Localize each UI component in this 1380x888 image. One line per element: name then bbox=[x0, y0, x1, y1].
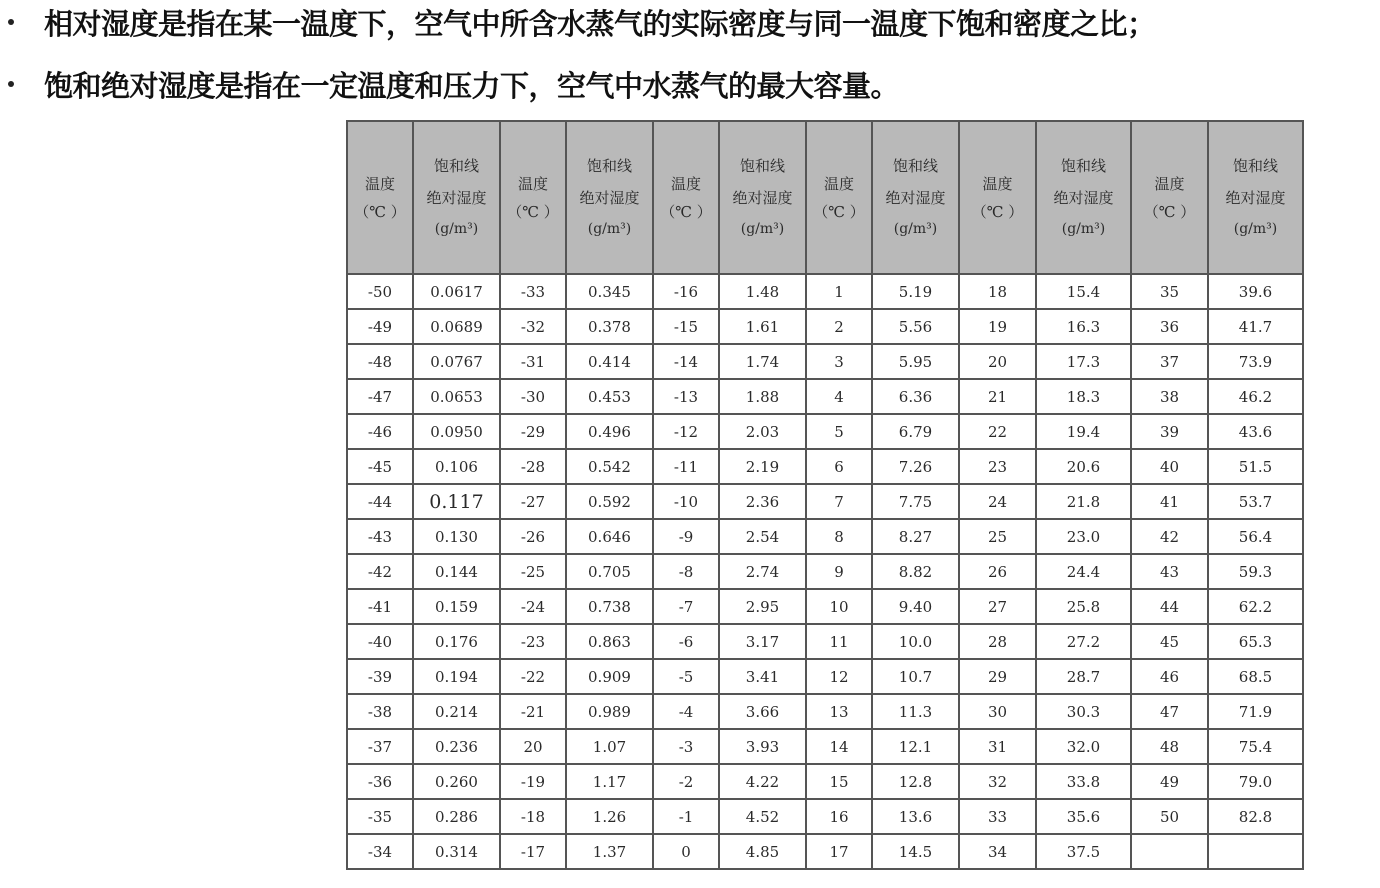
temperature-column-header bbox=[653, 121, 719, 274]
humidity-cell: 30.3 bbox=[1036, 694, 1131, 729]
temperature-cell: 46 bbox=[1131, 659, 1208, 694]
humidity-cell: 0.260 bbox=[413, 764, 500, 799]
temperature-cell bbox=[1131, 834, 1208, 869]
header-label: (g/m³) bbox=[893, 221, 938, 238]
table-row bbox=[347, 659, 1303, 694]
temperature-cell: 22 bbox=[959, 414, 1036, 449]
humidity-cell: 0.159 bbox=[413, 589, 500, 624]
humidity-cell: 71.9 bbox=[1208, 694, 1303, 729]
temperature-cell: 23 bbox=[959, 449, 1036, 484]
header-label: （℃ ） bbox=[507, 202, 559, 221]
temperature-cell: -19 bbox=[500, 764, 566, 799]
humidity-cell: 0.863 bbox=[566, 624, 653, 659]
temperature-cell: 24 bbox=[959, 484, 1036, 519]
temperature-cell: 44 bbox=[1131, 589, 1208, 624]
humidity-cell: 1.17 bbox=[566, 764, 653, 799]
bullet-item-relative-humidity bbox=[0, 2, 1380, 42]
header-label: 饱和线 bbox=[586, 157, 632, 176]
humidity-cell: 0.542 bbox=[566, 449, 653, 484]
temperature-cell: 35 bbox=[1131, 274, 1208, 309]
humidity-cell: 0.236 bbox=[413, 729, 500, 764]
humidity-cell: 46.2 bbox=[1208, 379, 1303, 414]
temperature-cell: -42 bbox=[347, 554, 413, 589]
temperature-cell: -6 bbox=[653, 624, 719, 659]
humidity-cell: 13.6 bbox=[872, 799, 959, 834]
humidity-cell: 3.41 bbox=[719, 659, 806, 694]
bullet-dot-icon bbox=[8, 81, 14, 87]
humidity-cell: 0.286 bbox=[413, 799, 500, 834]
temperature-cell: -12 bbox=[653, 414, 719, 449]
temperature-cell: 15 bbox=[806, 764, 872, 799]
temperature-cell: 9 bbox=[806, 554, 872, 589]
table-body bbox=[347, 274, 1303, 869]
humidity-cell: 3.66 bbox=[719, 694, 806, 729]
table-row bbox=[347, 519, 1303, 554]
saturated-absolute-humidity-column-header bbox=[872, 121, 959, 274]
humidity-cell: 1.37 bbox=[566, 834, 653, 869]
temperature-cell: -1 bbox=[653, 799, 719, 834]
humidity-cell: 0.989 bbox=[566, 694, 653, 729]
temperature-cell: -45 bbox=[347, 449, 413, 484]
temperature-cell: 48 bbox=[1131, 729, 1208, 764]
humidity-cell: 2.36 bbox=[719, 484, 806, 519]
header-label: (g/m³) bbox=[587, 221, 632, 238]
temperature-cell: 39 bbox=[1131, 414, 1208, 449]
humidity-cell: 24.4 bbox=[1036, 554, 1131, 589]
temperature-cell: 42 bbox=[1131, 519, 1208, 554]
temperature-cell: -49 bbox=[347, 309, 413, 344]
humidity-cell: 0.453 bbox=[566, 379, 653, 414]
humidity-cell: 0.496 bbox=[566, 414, 653, 449]
temperature-cell: 36 bbox=[1131, 309, 1208, 344]
header-label: 饱和线 bbox=[1232, 157, 1278, 176]
temperature-cell: -24 bbox=[500, 589, 566, 624]
humidity-cell: 5.56 bbox=[872, 309, 959, 344]
humidity-cell: 1.61 bbox=[719, 309, 806, 344]
temperature-cell: 34 bbox=[959, 834, 1036, 869]
temperature-cell: -40 bbox=[347, 624, 413, 659]
humidity-cell: 68.5 bbox=[1208, 659, 1303, 694]
temperature-cell: 17 bbox=[806, 834, 872, 869]
temperature-cell: 10 bbox=[806, 589, 872, 624]
temperature-cell: -4 bbox=[653, 694, 719, 729]
temperature-cell: -47 bbox=[347, 379, 413, 414]
humidity-cell: 0.378 bbox=[566, 309, 653, 344]
humidity-cell: 82.8 bbox=[1208, 799, 1303, 834]
humidity-cell: 7.26 bbox=[872, 449, 959, 484]
humidity-cell bbox=[1208, 834, 1303, 869]
humidity-cell: 11.3 bbox=[872, 694, 959, 729]
table-row bbox=[347, 764, 1303, 799]
humidity-cell: 0.0950 bbox=[413, 414, 500, 449]
humidity-cell: 28.7 bbox=[1036, 659, 1131, 694]
humidity-cell: 0.106 bbox=[413, 449, 500, 484]
humidity-cell: 0.0617 bbox=[413, 274, 500, 309]
humidity-cell: 1.74 bbox=[719, 344, 806, 379]
temperature-cell: -17 bbox=[500, 834, 566, 869]
temperature-cell: 16 bbox=[806, 799, 872, 834]
humidity-cell: 1.88 bbox=[719, 379, 806, 414]
temperature-cell: 18 bbox=[959, 274, 1036, 309]
temperature-cell: -50 bbox=[347, 274, 413, 309]
temperature-cell: -48 bbox=[347, 344, 413, 379]
temperature-cell: -21 bbox=[500, 694, 566, 729]
temperature-cell: 5 bbox=[806, 414, 872, 449]
humidity-cell: 5.95 bbox=[872, 344, 959, 379]
humidity-cell: 8.27 bbox=[872, 519, 959, 554]
table-row bbox=[347, 694, 1303, 729]
humidity-cell: 14.5 bbox=[872, 834, 959, 869]
table-row bbox=[347, 379, 1303, 414]
saturated-absolute-humidity-column-header bbox=[1208, 121, 1303, 274]
humidity-cell: 0.130 bbox=[413, 519, 500, 554]
temperature-cell: -25 bbox=[500, 554, 566, 589]
humidity-cell: 23.0 bbox=[1036, 519, 1131, 554]
humidity-cell: 17.3 bbox=[1036, 344, 1131, 379]
bullet-text: 饱和绝对湿度是指在一定温度和压力下，空气中水蒸气的最大容量。 bbox=[44, 68, 900, 103]
temperature-cell: -22 bbox=[500, 659, 566, 694]
temperature-cell: 33 bbox=[959, 799, 1036, 834]
temperature-cell: -35 bbox=[347, 799, 413, 834]
humidity-cell: 2.19 bbox=[719, 449, 806, 484]
temperature-cell: -37 bbox=[347, 729, 413, 764]
humidity-cell: 0.646 bbox=[566, 519, 653, 554]
humidity-cell: 0.117 bbox=[413, 484, 500, 519]
humidity-cell: 53.7 bbox=[1208, 484, 1303, 519]
table-row bbox=[347, 729, 1303, 764]
humidity-cell: 0.738 bbox=[566, 589, 653, 624]
table-row bbox=[347, 449, 1303, 484]
table-row bbox=[347, 344, 1303, 379]
humidity-cell: 27.2 bbox=[1036, 624, 1131, 659]
temperature-cell: -5 bbox=[653, 659, 719, 694]
saturated-absolute-humidity-column-header bbox=[1036, 121, 1131, 274]
humidity-table-container bbox=[346, 120, 1304, 870]
temperature-cell: -26 bbox=[500, 519, 566, 554]
humidity-cell: 0.909 bbox=[566, 659, 653, 694]
temperature-cell: -10 bbox=[653, 484, 719, 519]
temperature-cell: 50 bbox=[1131, 799, 1208, 834]
humidity-cell: 0.194 bbox=[413, 659, 500, 694]
header-label: 温度 bbox=[982, 174, 1013, 193]
header-label: 饱和线 bbox=[1060, 157, 1106, 176]
header-label: (g/m³) bbox=[434, 221, 479, 238]
temperature-cell: 45 bbox=[1131, 624, 1208, 659]
temperature-cell: -8 bbox=[653, 554, 719, 589]
temperature-cell: -34 bbox=[347, 834, 413, 869]
table-row bbox=[347, 834, 1303, 869]
table-row bbox=[347, 799, 1303, 834]
temperature-cell: -15 bbox=[653, 309, 719, 344]
humidity-cell: 0.0689 bbox=[413, 309, 500, 344]
temperature-cell: 28 bbox=[959, 624, 1036, 659]
humidity-cell: 59.3 bbox=[1208, 554, 1303, 589]
humidity-cell: 0.144 bbox=[413, 554, 500, 589]
bullet-dot-icon bbox=[8, 19, 14, 25]
header-label: 绝对湿度 bbox=[579, 189, 640, 208]
temperature-column-header bbox=[959, 121, 1036, 274]
temperature-cell: -9 bbox=[653, 519, 719, 554]
humidity-cell: 7.75 bbox=[872, 484, 959, 519]
humidity-cell: 32.0 bbox=[1036, 729, 1131, 764]
header-label: 绝对湿度 bbox=[1225, 189, 1286, 208]
temperature-column-header bbox=[1131, 121, 1208, 274]
table-row bbox=[347, 624, 1303, 659]
header-label: 温度 bbox=[364, 174, 395, 193]
saturated-absolute-humidity-column-header bbox=[566, 121, 653, 274]
header-label: 温度 bbox=[823, 174, 854, 193]
temperature-cell: 6 bbox=[806, 449, 872, 484]
temperature-cell: 1 bbox=[806, 274, 872, 309]
humidity-cell: 10.7 bbox=[872, 659, 959, 694]
humidity-cell: 73.9 bbox=[1208, 344, 1303, 379]
temperature-cell: 38 bbox=[1131, 379, 1208, 414]
temperature-cell: 43 bbox=[1131, 554, 1208, 589]
temperature-cell: -29 bbox=[500, 414, 566, 449]
temperature-cell: 12 bbox=[806, 659, 872, 694]
humidity-cell: 0.0767 bbox=[413, 344, 500, 379]
temperature-cell: -14 bbox=[653, 344, 719, 379]
humidity-cell: 6.36 bbox=[872, 379, 959, 414]
temperature-cell: -18 bbox=[500, 799, 566, 834]
header-label: 饱和线 bbox=[433, 157, 479, 176]
header-label: 绝对湿度 bbox=[1053, 189, 1114, 208]
humidity-cell: 0.314 bbox=[413, 834, 500, 869]
temperature-cell: 3 bbox=[806, 344, 872, 379]
humidity-cell: 16.3 bbox=[1036, 309, 1131, 344]
temperature-cell: -31 bbox=[500, 344, 566, 379]
humidity-cell: 79.0 bbox=[1208, 764, 1303, 799]
humidity-cell: 51.5 bbox=[1208, 449, 1303, 484]
temperature-cell: -43 bbox=[347, 519, 413, 554]
temperature-column-header bbox=[806, 121, 872, 274]
saturated-absolute-humidity-column-header bbox=[413, 121, 500, 274]
humidity-cell: 65.3 bbox=[1208, 624, 1303, 659]
bullet-text: 相对湿度是指在某一温度下，空气中所含水蒸气的实际密度与同一温度下饱和密度之比； bbox=[44, 6, 1156, 41]
temperature-cell: -11 bbox=[653, 449, 719, 484]
humidity-cell: 25.8 bbox=[1036, 589, 1131, 624]
humidity-cell: 1.48 bbox=[719, 274, 806, 309]
humidity-cell: 56.4 bbox=[1208, 519, 1303, 554]
humidity-cell: 43.6 bbox=[1208, 414, 1303, 449]
humidity-cell: 33.8 bbox=[1036, 764, 1131, 799]
humidity-cell: 0.345 bbox=[566, 274, 653, 309]
humidity-cell: 10.0 bbox=[872, 624, 959, 659]
temperature-cell: 19 bbox=[959, 309, 1036, 344]
header-label: （℃ ） bbox=[813, 202, 865, 221]
header-label: 温度 bbox=[670, 174, 701, 193]
humidity-cell: 15.4 bbox=[1036, 274, 1131, 309]
humidity-cell: 21.8 bbox=[1036, 484, 1131, 519]
humidity-cell: 4.22 bbox=[719, 764, 806, 799]
humidity-cell: 0.414 bbox=[566, 344, 653, 379]
humidity-cell: 2.54 bbox=[719, 519, 806, 554]
table-header-row bbox=[347, 121, 1303, 274]
header-label: (g/m³) bbox=[1233, 221, 1278, 238]
header-label: 温度 bbox=[1154, 174, 1185, 193]
temperature-cell: 27 bbox=[959, 589, 1036, 624]
table-row bbox=[347, 309, 1303, 344]
temperature-cell: 29 bbox=[959, 659, 1036, 694]
table-row bbox=[347, 554, 1303, 589]
temperature-cell: 13 bbox=[806, 694, 872, 729]
header-label: 绝对湿度 bbox=[426, 189, 487, 208]
humidity-cell: 4.52 bbox=[719, 799, 806, 834]
header-label: 饱和线 bbox=[892, 157, 938, 176]
temperature-cell: 25 bbox=[959, 519, 1036, 554]
saturation-humidity-table bbox=[346, 120, 1304, 870]
header-label: 绝对湿度 bbox=[732, 189, 793, 208]
humidity-cell: 0.214 bbox=[413, 694, 500, 729]
temperature-cell: -38 bbox=[347, 694, 413, 729]
humidity-cell: 20.6 bbox=[1036, 449, 1131, 484]
temperature-cell: -33 bbox=[500, 274, 566, 309]
bullet-item-saturated-absolute-humidity bbox=[0, 64, 1380, 104]
humidity-cell: 4.85 bbox=[719, 834, 806, 869]
humidity-cell: 18.3 bbox=[1036, 379, 1131, 414]
temperature-cell: -36 bbox=[347, 764, 413, 799]
temperature-cell: 40 bbox=[1131, 449, 1208, 484]
temperature-cell: -41 bbox=[347, 589, 413, 624]
temperature-cell: 47 bbox=[1131, 694, 1208, 729]
table-row bbox=[347, 589, 1303, 624]
header-label: 绝对湿度 bbox=[885, 189, 946, 208]
humidity-cell: 0.0653 bbox=[413, 379, 500, 414]
header-label: （℃ ） bbox=[354, 202, 406, 221]
table-row bbox=[347, 274, 1303, 309]
temperature-cell: -16 bbox=[653, 274, 719, 309]
temperature-cell: 20 bbox=[500, 729, 566, 764]
temperature-cell: 7 bbox=[806, 484, 872, 519]
humidity-cell: 39.6 bbox=[1208, 274, 1303, 309]
humidity-cell: 9.40 bbox=[872, 589, 959, 624]
temperature-cell: 31 bbox=[959, 729, 1036, 764]
table-row bbox=[347, 414, 1303, 449]
temperature-cell: 30 bbox=[959, 694, 1036, 729]
humidity-cell: 5.19 bbox=[872, 274, 959, 309]
temperature-cell: 21 bbox=[959, 379, 1036, 414]
humidity-cell: 12.1 bbox=[872, 729, 959, 764]
temperature-cell: 41 bbox=[1131, 484, 1208, 519]
temperature-cell: 14 bbox=[806, 729, 872, 764]
table-row bbox=[347, 484, 1303, 519]
humidity-cell: 2.74 bbox=[719, 554, 806, 589]
temperature-cell: 4 bbox=[806, 379, 872, 414]
humidity-cell: 3.93 bbox=[719, 729, 806, 764]
temperature-cell: 0 bbox=[653, 834, 719, 869]
humidity-cell: 2.95 bbox=[719, 589, 806, 624]
header-label: 温度 bbox=[517, 174, 548, 193]
saturated-absolute-humidity-column-header bbox=[719, 121, 806, 274]
temperature-cell: 26 bbox=[959, 554, 1036, 589]
humidity-cell: 35.6 bbox=[1036, 799, 1131, 834]
temperature-cell: -46 bbox=[347, 414, 413, 449]
temperature-cell: -30 bbox=[500, 379, 566, 414]
temperature-cell: -32 bbox=[500, 309, 566, 344]
humidity-cell: 0.176 bbox=[413, 624, 500, 659]
humidity-cell: 12.8 bbox=[872, 764, 959, 799]
humidity-cell: 0.705 bbox=[566, 554, 653, 589]
temperature-cell: -28 bbox=[500, 449, 566, 484]
temperature-cell: -3 bbox=[653, 729, 719, 764]
humidity-cell: 62.2 bbox=[1208, 589, 1303, 624]
temperature-cell: -2 bbox=[653, 764, 719, 799]
temperature-cell: 32 bbox=[959, 764, 1036, 799]
temperature-cell: 49 bbox=[1131, 764, 1208, 799]
temperature-cell: -7 bbox=[653, 589, 719, 624]
humidity-cell: 1.07 bbox=[566, 729, 653, 764]
header-label: (g/m³) bbox=[740, 221, 785, 238]
temperature-column-header bbox=[347, 121, 413, 274]
humidity-cell: 75.4 bbox=[1208, 729, 1303, 764]
temperature-cell: -27 bbox=[500, 484, 566, 519]
temperature-cell: -13 bbox=[653, 379, 719, 414]
header-label: （℃ ） bbox=[660, 202, 712, 221]
humidity-cell: 3.17 bbox=[719, 624, 806, 659]
temperature-column-header bbox=[500, 121, 566, 274]
temperature-cell: 37 bbox=[1131, 344, 1208, 379]
temperature-cell: 8 bbox=[806, 519, 872, 554]
temperature-cell: 2 bbox=[806, 309, 872, 344]
header-label: (g/m³) bbox=[1061, 221, 1106, 238]
humidity-cell: 19.4 bbox=[1036, 414, 1131, 449]
temperature-cell: -23 bbox=[500, 624, 566, 659]
temperature-cell: -39 bbox=[347, 659, 413, 694]
temperature-cell: -44 bbox=[347, 484, 413, 519]
header-label: （℃ ） bbox=[971, 202, 1024, 221]
header-label: 饱和线 bbox=[739, 157, 785, 176]
humidity-cell: 2.03 bbox=[719, 414, 806, 449]
humidity-cell: 37.5 bbox=[1036, 834, 1131, 869]
humidity-cell: 6.79 bbox=[872, 414, 959, 449]
humidity-cell: 0.592 bbox=[566, 484, 653, 519]
humidity-cell: 1.26 bbox=[566, 799, 653, 834]
humidity-cell: 8.82 bbox=[872, 554, 959, 589]
humidity-cell: 41.7 bbox=[1208, 309, 1303, 344]
temperature-cell: 11 bbox=[806, 624, 872, 659]
header-label: （℃ ） bbox=[1143, 202, 1196, 221]
temperature-cell: 20 bbox=[959, 344, 1036, 379]
